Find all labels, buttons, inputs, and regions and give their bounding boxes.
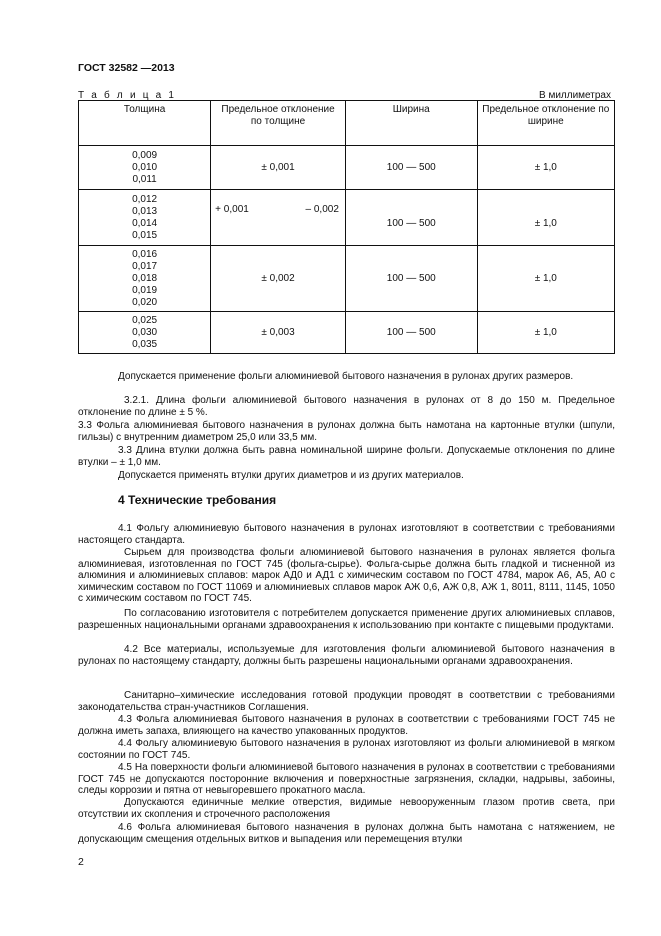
paragraph-agreement: По согласованию изготовителя с потребителем допускается применение других алюминиевых сплавов, разрешенных национальными органами здравоохранения к использованию при контакте с пищевыми продуктами. [78, 608, 615, 631]
thickness-value: 0,013 [132, 205, 158, 217]
paragraph-3-3-cores: 3.3 Фольга алюминиевая бытового назначения в рулонах должна быть намотана на картонные втулки (шпули, гильзы) с внутренним диаметром 25,0 или 33,5 мм. [78, 420, 615, 443]
table-units: В миллиметрах [539, 90, 611, 101]
width-deviation-cell: ± 1,0 [477, 312, 614, 354]
thickness-deviation-cell [211, 190, 346, 246]
paragraph-4-6: 4.6 Фольга алюминиевая бытового назначения в рулонах должна быть намотана с натяжением, не допускающим смещения отдельных витков и выпадения или перемещения втулки [78, 822, 615, 845]
thickness-deviation-cell: ± 0,002 [211, 246, 346, 312]
thickness-deviation-minus: – 0,002 [305, 204, 339, 215]
paragraph-holes: Допускаются единичные мелкие отверстия, видимые невооруженным глазом против света, при отсутствии их скопления и строчечного расположения [78, 797, 615, 820]
thickness-value: 0,016 [132, 248, 158, 260]
paragraph-4-5: 4.5 На поверхности фольги алюминиевой бытового назначения в рулонах в соответствии с требованиями ГОСТ 745 не допускаются посторонние включения и поверхностные загрязнения, складки, надрывы, забоины, следы коррозии и пятна от невыгоревшего прокатного масла. [78, 762, 615, 797]
thickness-deviation-cell: ± 0,001 [211, 146, 346, 190]
table-row [79, 146, 615, 190]
thickness-value: 0,017 [132, 260, 158, 272]
thickness-deviation-cell: ± 0,003 [211, 312, 346, 354]
column-header-thickness-deviation: Предельное отклонение по толщине [211, 101, 346, 146]
thickness-value: 0,009 [132, 149, 158, 161]
thickness-value: 0,019 [132, 284, 158, 296]
thickness-value: 0,012 [132, 193, 158, 205]
thickness-value: 0,025 [132, 314, 158, 326]
paragraph-sanitary: Санитарно–химические исследования готовой продукции проводят в соответствии с требованиями законодательства стран-участников Соглашения. [78, 690, 615, 713]
thickness-cell [79, 246, 211, 312]
thickness-value: 0,030 [132, 326, 158, 338]
column-header-width-deviation: Предельное отклонение по ширине [477, 101, 614, 146]
column-header-thickness: Толщина [79, 101, 211, 146]
thickness-deviation-plus: + 0,001 [215, 204, 249, 215]
paragraph-other-cores: Допускается применять втулки других диаметров и из других материалов. [118, 470, 464, 481]
table-row [79, 246, 615, 312]
table-header-row [79, 101, 615, 146]
paragraph-4-3: 4.3 Фольга алюминиевая бытового назначения в рулонах в соответствии с требованиями ГОСТ 745 не должна иметь запаха, влияющего на качество упакованных продуктов. [78, 714, 615, 737]
paragraph-other-sizes: Допускается применение фольги алюминиевой бытового назначения в рулонах других размеров. [118, 371, 574, 382]
paragraph-3-2-1: 3.2.1. Длина фольги алюминиевой бытового назначения в рулонах от 8 до 150 м. Предельное отклонение по длине ± 5 %. [78, 395, 615, 418]
column-header-width: Ширина [345, 101, 477, 146]
paragraph-3-3-core-length: 3.3 Длина втулки должна быть равна номинальной ширине фольги. Допускаемые отклонения по длине втулки – ± 1,0 мм. [78, 445, 615, 468]
thickness-value: 0,010 [132, 161, 158, 173]
paragraph-raw-material: Сырьем для производства фольги алюминиевой бытового назначения в рулонах является фольга алюминиевая, изготовленная по ГОСТ 745 (фольга-сырье). Фольга-сырье должна быть гладкой и тисненной из алюминия и алюминиевых сплавов: марок АД0 и АД1 с химическим составом по ГОСТ 4784, марок А6, А5, А0 с химическим составом по ГОСТ 11069 и алюминиевых сплавов марок АЖ 0,6, АЖ 0,8, АЖ 1, 8011, 8111, 1145, 1050 с химическим составом по ГОСТ 745. [78, 547, 615, 605]
thickness-value: 0,018 [132, 272, 158, 284]
width-cell: 100 — 500 [345, 190, 477, 246]
thickness-cell [79, 146, 211, 190]
thickness-value: 0,015 [132, 229, 158, 241]
width-deviation-cell: ± 1,0 [477, 246, 614, 312]
width-cell: 100 — 500 [345, 146, 477, 190]
specification-table [78, 100, 615, 354]
thickness-value: 0,020 [132, 296, 158, 308]
width-deviation-cell: ± 1,0 [477, 190, 614, 246]
section-title: 4 Технические требования [118, 493, 277, 507]
document-code: ГОСТ 32582 —2013 [78, 62, 175, 74]
width-cell: 100 — 500 [345, 312, 477, 354]
width-cell: 100 — 500 [345, 246, 477, 312]
thickness-value: 0,014 [132, 217, 158, 229]
table-row [79, 190, 615, 246]
paragraph-4-1: 4.1 Фольгу алюминиевую бытового назначения в рулонах изготовляют в соответствии с требованиями настоящего стандарта. [78, 523, 615, 546]
thickness-value: 0,035 [132, 338, 158, 350]
table-row [79, 312, 615, 354]
paragraph-4-2: 4.2 Все материалы, используемые для изготовления фольги алюминиевой бытового назначения в рулонах по настоящему стандарту, должны быть разрешены национальными органами здравоохранения. [78, 644, 615, 667]
paragraph-4-4: 4.4 Фольгу алюминиевую бытового назначения в рулонах изготовляют из фольги алюминиевой в мягком состоянии по ГОСТ 745. [78, 738, 615, 761]
page-number: 2 [78, 856, 84, 868]
thickness-value: 0,011 [132, 173, 157, 185]
thickness-cell [79, 312, 211, 354]
thickness-cell [79, 190, 211, 246]
table-caption: Т а б л и ц а 1 [78, 90, 177, 101]
width-deviation-cell: ± 1,0 [477, 146, 614, 190]
